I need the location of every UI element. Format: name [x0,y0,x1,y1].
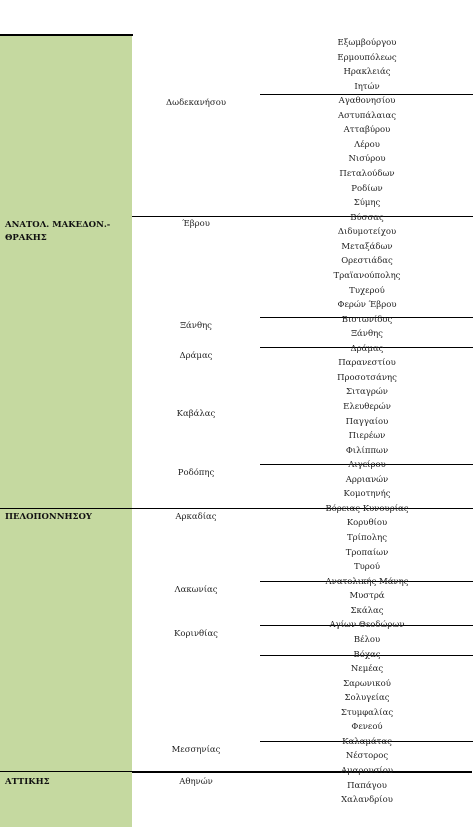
region-name: ΠΕΛΟΠΟΝΝΗΣΟΥ [5,512,92,522]
prefecture-name: Ξάνθης [180,321,212,331]
municipality-name: Βιστωνίδος [341,315,393,325]
municipality-name: Αμαρουσίου [340,766,394,776]
municipality-name: Νεμέας [350,664,384,674]
municipality-name: Σκάλας [350,606,384,616]
region-top-rule [0,34,133,36]
municipality-name: Πιερέων [348,431,386,441]
municipality-name: Σιταγρών [346,387,388,397]
prefecture-name: Μεσσηνίας [171,745,221,755]
municipality-name: Φερών Έβρου [337,300,397,310]
municipality-name: Αρριανών [345,475,389,485]
municipality-name: Κομοτηνής [343,489,391,499]
region-column-background [0,36,132,827]
prefecture-name: Κορινθίας [174,629,218,639]
municipality-name: Ορεστιάδας [341,256,393,266]
municipality-name: Βόρειας Κυνουρίας [325,504,409,514]
municipality-name: Ροδίων [351,184,383,194]
region-name: ΑΤΤΙΚΗΣ [5,777,50,787]
municipality-name: Μυστρά [349,591,385,601]
municipality-name: Τυχερού [349,286,385,296]
municipality-name: Καλαμάτας [342,737,392,747]
municipality-name: Ερμουπόλεως [337,53,397,63]
municipality-name: Ατταβύρου [343,125,391,135]
municipality-name: Αστυπάλαιας [337,111,397,121]
prefecture-name: Αρκαδίας [175,512,217,522]
municipality-name: Στυμφαλίας [340,708,394,718]
municipality-name: Τροπαίων [345,548,389,558]
municipality-name: Βέλου [353,635,381,645]
municipality-name: Διδυμοτείχου [337,227,397,237]
municipality-name: Τραϊανούπολης [333,271,401,281]
municipality-name: Πεταλούδων [339,169,395,179]
municipality-name: Νισύρου [348,154,386,164]
municipality-name: Παρανεστίου [338,358,396,368]
municipality-name: Εξωμβούργου [337,38,397,48]
row-divider [132,216,260,217]
municipality-name: Σύμης [353,198,381,208]
municipality-name: Σαρωνικού [343,679,391,689]
prefecture-name: Λακωνίας [174,585,218,595]
prefecture-name: Αθηνών [179,777,213,787]
region-name: ΑΝΑΤΟΛ. ΜΑΚΕΔΟΝ.-ΘΡΑΚΗΣ [5,220,111,243]
municipality-name: Βύσσας [350,213,384,223]
prefecture-name: Δωδεκανήσου [166,98,226,108]
municipality-name: Προσοτσάνης [337,373,397,383]
municipality-name: Τυρού [353,562,381,572]
municipality-name: Αγίων Θεοδώρων [329,620,405,630]
municipality-name: Ελευθερών [343,402,391,412]
municipality-name: Μεταξάδων [341,242,393,252]
municipality-name: Ηρακλειάς [343,67,391,77]
municipality-name: Ξάνθης [351,329,383,339]
municipality-name: Ιητών [354,82,380,92]
prefecture-name: Έβρου [182,219,210,229]
municipality-name: Σολυγείας [344,693,390,703]
municipality-name: Νέστορος [345,751,389,761]
municipality-name: Παπάγου [347,781,387,791]
municipality-name: Λέρου [354,140,380,150]
municipality-name: Χαλανδρίου [341,795,393,805]
municipality-name: Αιγείρου [348,460,386,470]
municipality-name: Βόχας [353,650,381,660]
municipality-name: Τρίπολης [347,533,387,543]
municipality-name: Ανατολικής Μάνης [325,577,409,587]
municipality-name: Κορυθίου [346,518,388,528]
row-divider [0,771,133,772]
prefecture-name: Καβάλας [176,409,216,419]
prefecture-name: Ροδόπης [177,468,215,478]
prefecture-name: Δράμας [179,351,213,361]
municipality-name: Φενεού [351,722,383,732]
municipality-name: Παγγαίου [345,417,389,427]
municipality-name: Φιλίππων [345,446,389,456]
municipality-name: Αγαθονησίου [338,96,396,106]
municipality-name: Δράμας [350,344,384,354]
